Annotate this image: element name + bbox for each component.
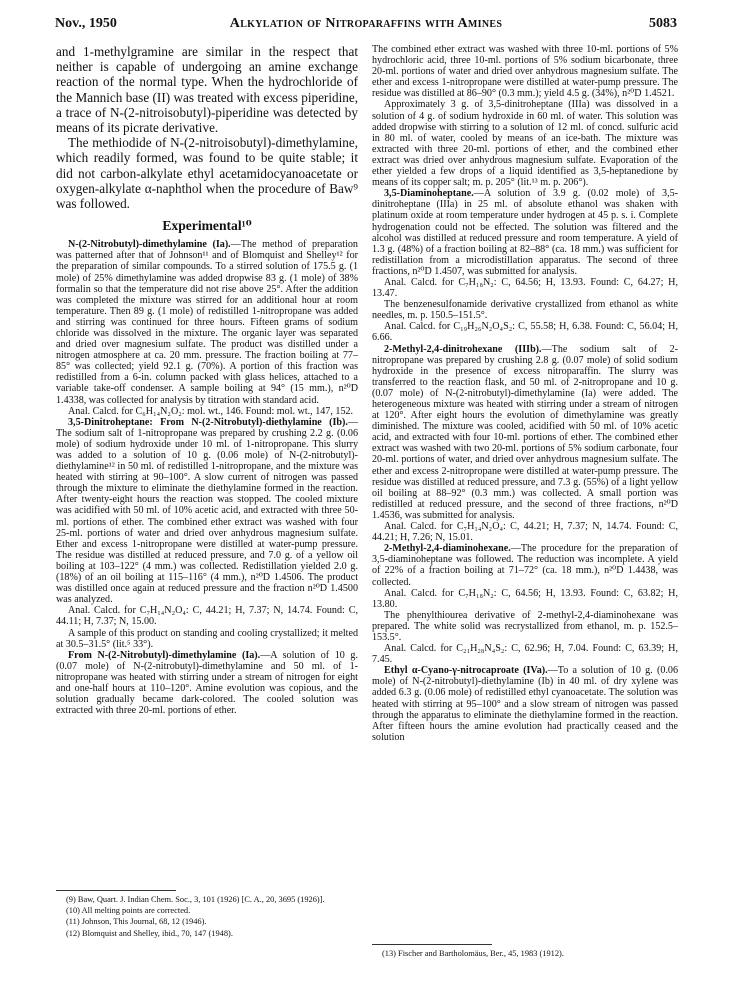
- header-date: Nov., 1950: [55, 16, 117, 31]
- footnote: (11) Johnson, This Journal, 68, 12 (1946).: [66, 917, 207, 927]
- footnote-rule: [372, 944, 492, 945]
- body-paragraph: [56, 239, 358, 405]
- intro-paragraph: The methiodide of N-(2-nitroisobutyl)-dimethylamine, which readily formed, was found to be quite stable; it did not carbon-alkylate ethyl acetamidocyanoacetate or oxygen-alkylate α-naphthol when the procedure of Baw⁹ was followed.: [56, 135, 358, 212]
- body-paragraph: [372, 521, 678, 543]
- paragraph-heading: 2-Methyl-2,4-diaminohexane.: [384, 543, 511, 555]
- body-paragraph: [372, 588, 678, 610]
- paragraph-text: —The method of preparation was patterned after that of Johnson¹¹ and of Blomquist and Shelley¹² for the preparation of similar compounds. To a stirred solution of 175.5 g. (1 mole) of 25% dimethylamine was added dropwise 83 g. (1 mole) of 38% formalin so that the temperature did not rise above 25°. After the addition was completed the mixture was stirred for an additional hour at room temperature. Then 89 g. (1 mole) of redistilled 1-nitropropane was added and stirring was continued for three hours. Fifteen grams of sodium chloride was dissolved in the mixture. The organic layer was separated and dried over magnesium sulfate. The product was distilled under a nitrogen atmosphere at ca. 20 mm. pressure. The fraction boiling at 77–85° was collected; yield 92.1 g. (70%). A portion of this fraction was redistilled from a 6-in. column packed with glass helices, attached to a variable take-off condenser. A sample boiling at 94° (15 mm.), n²⁰D 1.4338, was collected for analysis by titration with standard acid.: [56, 239, 358, 406]
- paragraph-heading: Ethyl α-Cyano-γ-nitrocaproate (IVa).: [384, 665, 548, 677]
- paragraph-text: Anal. Calcd. for C₁₉H₂₆N₂O₄S₂: C, 55.58; H, 6.38. Found: C, 56.04; H, 6.66.: [372, 321, 678, 344]
- left-column: [56, 44, 358, 716]
- paragraph-text: Anal. Calcd. for C₇H₁₈N₂: C, 64.56; H, 13.93. Found: C, 64.27; H, 13.47.: [372, 276, 678, 300]
- footnote: (13) Fischer and Bartholomäus, Ber., 45, 1983 (1912).: [382, 949, 564, 958]
- paragraph-text: Anal. Calcd. for C₆H₁₄N₂O₂: mol. wt., 146. Found: mol. wt., 147, 152.: [68, 405, 354, 417]
- footnote: (10) All melting points are corrected.: [66, 906, 191, 916]
- paragraph-text: —A solution of 10 g. (0.07 mole) of N-(2-nitrobutyl)-dimethylamine and 50 ml. of 1-nitropropane was heated with stirring under a stream of nitrogen for eight and one-half hours at 110–120°. Amine evolution was copious, and the solution gradually became dark-colored. The cooled solution was extracted with three 20-ml. portions of ether.: [56, 649, 358, 717]
- body-paragraph: [372, 277, 678, 299]
- body-paragraph: [56, 628, 358, 650]
- footnotes-right: [372, 948, 678, 959]
- footnote-rule: [56, 890, 176, 891]
- body-paragraph: [56, 406, 358, 417]
- paragraph-text: —The sodium salt of 1-nitropropane was prepared by crushing 2.2 g. (0.06 mole) of sodium hydroxide under 10 ml. of 1-nitropropane. This slurry was added to a solution of 10 g. (0.06 mole) of N-(2-nitrobutyl)-diethylamine¹² in 50 ml. of redistilled 1-nitropropane, and the mixture was heated with stirring at 90–100°. A slow current of nitrogen was passed through the mixture to eliminate the diethylamine formed in the reaction. After twenty-eight hours the reaction was stopped. The cooled mixture was acidified with 50 ml. of 10% acetic acid, and extracted with three 50-ml. portions of ether. The combined ether extract was washed with four 25-ml. portions of water and dried over anhydrous magnesium sulfate. Ether and excess 1-nitropropane were distilled at water-pump pressure. The residue was distilled at reduced pressure, and 7.0 g. of a yellow oil boiling at 103–122° (4 mm.) was collected. Redistillation yielded 2.0 g. (18%) of an oil boiling at 115–116° (4 mm.), n²⁰D 1.4506. The product was distilled once again at reduced pressure and the fraction n²⁰D 1.4500 was analyzed.: [56, 416, 358, 606]
- right-column: [372, 44, 678, 743]
- body-paragraph: [372, 610, 678, 643]
- paragraph-text: The combined ether extract was washed with three 10-ml. portions of 5% hydrochloric acid, three 10-ml. portions of 5% sodium bicarbonate, three 20-ml. portions of water and dried over anhydrous magnesium sulfate. The ether and excess 1-nitropropane were distilled at water-pump pressure. The residue was distilled at 86–90° (0.3 mm.); yield 4.5 g. (34%), n²⁰D 1.4521.: [372, 44, 678, 100]
- body-paragraph: [372, 665, 678, 743]
- body-paragraph: [372, 543, 678, 587]
- paragraph-text: The phenylthiourea derivative of 2-methyl-2,4-diaminohexane was prepared. The white solid was recrystallized from ethanol, m. p. 152.5–153.5°.: [372, 609, 678, 643]
- footnotes-left: [56, 894, 358, 939]
- body-paragraph: [372, 44, 678, 99]
- paragraph-heading: 2-Methyl-2,4-dinitrohexane (IIIb).: [384, 343, 542, 355]
- header-title: Alkylation of Nitroparaffins with Amines: [229, 16, 503, 31]
- body-paragraph: [372, 99, 678, 188]
- footnote: (9) Baw, Quart. J. Indian Chem. Soc., 3, 101 (1926) [C. A., 20, 3695 (1926)].: [66, 895, 325, 904]
- body-paragraph: [56, 417, 358, 606]
- paragraph-text: A sample of this product on standing and cooling crystallized; it melted at 30.5–31.5° (lit.⁵ 33°).: [56, 627, 358, 650]
- paragraph-text: The benzenesulfonamide derivative crystallized from ethanol as white needles, m. p. 150.5–151.5°.: [372, 299, 678, 322]
- body-paragraph: [372, 188, 678, 277]
- paragraph-text: —The sodium salt of 2-nitropropane was prepared by crushing 2.8 g. (0.07 mole) of solid sodium hydroxide in the presence of excess nitroparaffin. The slurry was transferred to the reaction flask, and 50 ml. of 2-nitropropane and 10 g. (0.07 mole) of N-(2-nitrobutyl)-dimethylamine (Ia) were added. The heterogeneous mixture was heated with stirring under a stream of nitrogen at 120°. After eight hours the evolution of dimethylamine was greatly diminished. The mixture was cooled, acidified with 50 ml. of 10% acetic acid, and extracted with four 10-ml. portions of ether. The combined ether extract was washed with two 20-ml. portions of 5% sodium carbonate, four 20-ml. portions of water, and dried over anhydrous magnesium sulfate. The ether and excess 2-nitropropane were distilled at water-pump pressure. The residue was distilled at reduced pressure, and 7.3 g. (55%) of a light yellow oil boiling at 88–92° (0.3 mm.) was collected. A small portion was redistilled at reduced pressure, and the second of three fractions, n²⁰D 1.4536, was submitted for analysis.: [372, 343, 678, 521]
- footnote: (12) Blomquist and Shelley, ibid., 70, 147 (1948).: [66, 928, 233, 938]
- paragraph-text: —A solution of 3.9 g. (0.02 mole) of 3,5-dinitroheptane (IIIa) in 25 ml. of absolute ethanol was shaken with platinum oxide at room temperature under hydrogen at 45 p. s. i. Complete hydrogenation could not be effected. The solution was filtered and the alcohol was distilled at reduced pressure and room temperature. A yield of 1.3 g. (48%) of a fraction boiling at 82–88° (ca. 18 mm.) was sufficient for redistillation from a microdistillation apparatus. The second of three fractions, n²⁰D 1.4507, was submitted for analysis.: [372, 188, 678, 277]
- right-body: [372, 44, 678, 743]
- experimental-heading: Experimental¹⁰: [162, 218, 252, 234]
- paragraph-heading: 3,5-Dinitroheptane: From N-(2-Nitrobutyl)-diethylamine (Ib).: [68, 416, 348, 428]
- paragraph-text: —To a solution of 10 g. (0.06 mole) of N-(2-nitrobutyl)-diethylamine (Ib) in 40 ml. of dry xylene was added 6.3 g. (0.06 mole) of redistilled ethyl cyanoacetate. The solution was heated with stirring at 95–100° and a slow stream of nitrogen was passed through the apparatus to eliminate the diethylamine formed in the reaction. After fifteen hours the amine evolution had practically ceased and the solution: [372, 665, 678, 743]
- left-body: [56, 239, 358, 716]
- running-header: [55, 16, 677, 36]
- paragraph-text: Anal. Calcd. for C₇H₁₈N₂: C, 64.56; H, 13.93. Found: C, 63.82; H, 13.80.: [372, 587, 678, 610]
- header-page-number: 5083: [649, 16, 677, 31]
- body-paragraph: [56, 650, 358, 717]
- paragraph-text: Approximately 3 g. of 3,5-dinitroheptane (IIIa) was dissolved in a solution of 4 g. of sodium hydroxide in 60 ml. of water. This solution was added dropwise with stirring to a solution of 12 ml. of concd. sulfuric acid in 80 ml. of water, cooled by means of an ice-bath. The mixture was extracted with three 20-ml. portions of ether, and the combined ether extract was dried over anhydrous magnesium sulfate. Evaporation of the ether yielded a few drops of a liquid identified as 3,5-heptanedione by means of its copper salt; m. p. 205° (lit.¹³ m. p. 206°).: [372, 99, 678, 189]
- paragraph-heading: 3,5-Diaminoheptane.: [384, 188, 474, 200]
- body-paragraph: [372, 321, 678, 343]
- paragraph-text: —The procedure for the preparation of 3,5-diaminoheptane was followed. The reduction was incomplete. A yield of 22% of a fraction boiling at 71–72° (ca. 18 mm.), n²⁰D 1.4438, was collected.: [372, 543, 678, 588]
- paragraph-text: Anal. Calcd. for C₇H₁₄N₂O₄: C, 44.21; H, 7.37; N, 14.74. Found: C, 44.11; H, 7.37; N, 15.00.: [56, 605, 358, 628]
- body-paragraph: [372, 344, 678, 522]
- paragraph-text: Anal. Calcd. for C₇H₁₄N₂O₄: C, 44.21; H, 7.37; N, 14.74. Found: C, 44.21; H, 7.26; N, 15.01.: [372, 521, 678, 544]
- body-paragraph: [372, 643, 678, 665]
- body-paragraph: [56, 605, 358, 627]
- paragraph-text: Anal. Calcd. for C₂₁H₂₈N₄S₂: C, 62.96; H, 7.04. Found: C, 63.39; H, 7.45.: [372, 643, 678, 666]
- paragraph-heading: From N-(2-Nitrobutyl)-dimethylamine (Ia).: [68, 649, 261, 661]
- paragraph-heading: N-(2-Nitrobutyl)-dimethylamine (Ia).: [68, 239, 231, 251]
- intro-paragraph: and 1-methylgramine are similar in the respect that neither is capable of undergoing an amine exchange reaction of the normal type. When the hydrochloride of the Mannich base (II) was treated with excess piperidine, a trace of N-(2-nitroisobutyl)-piperidine was detected by means of its picrate derivative.: [56, 44, 358, 136]
- body-paragraph: [372, 299, 678, 321]
